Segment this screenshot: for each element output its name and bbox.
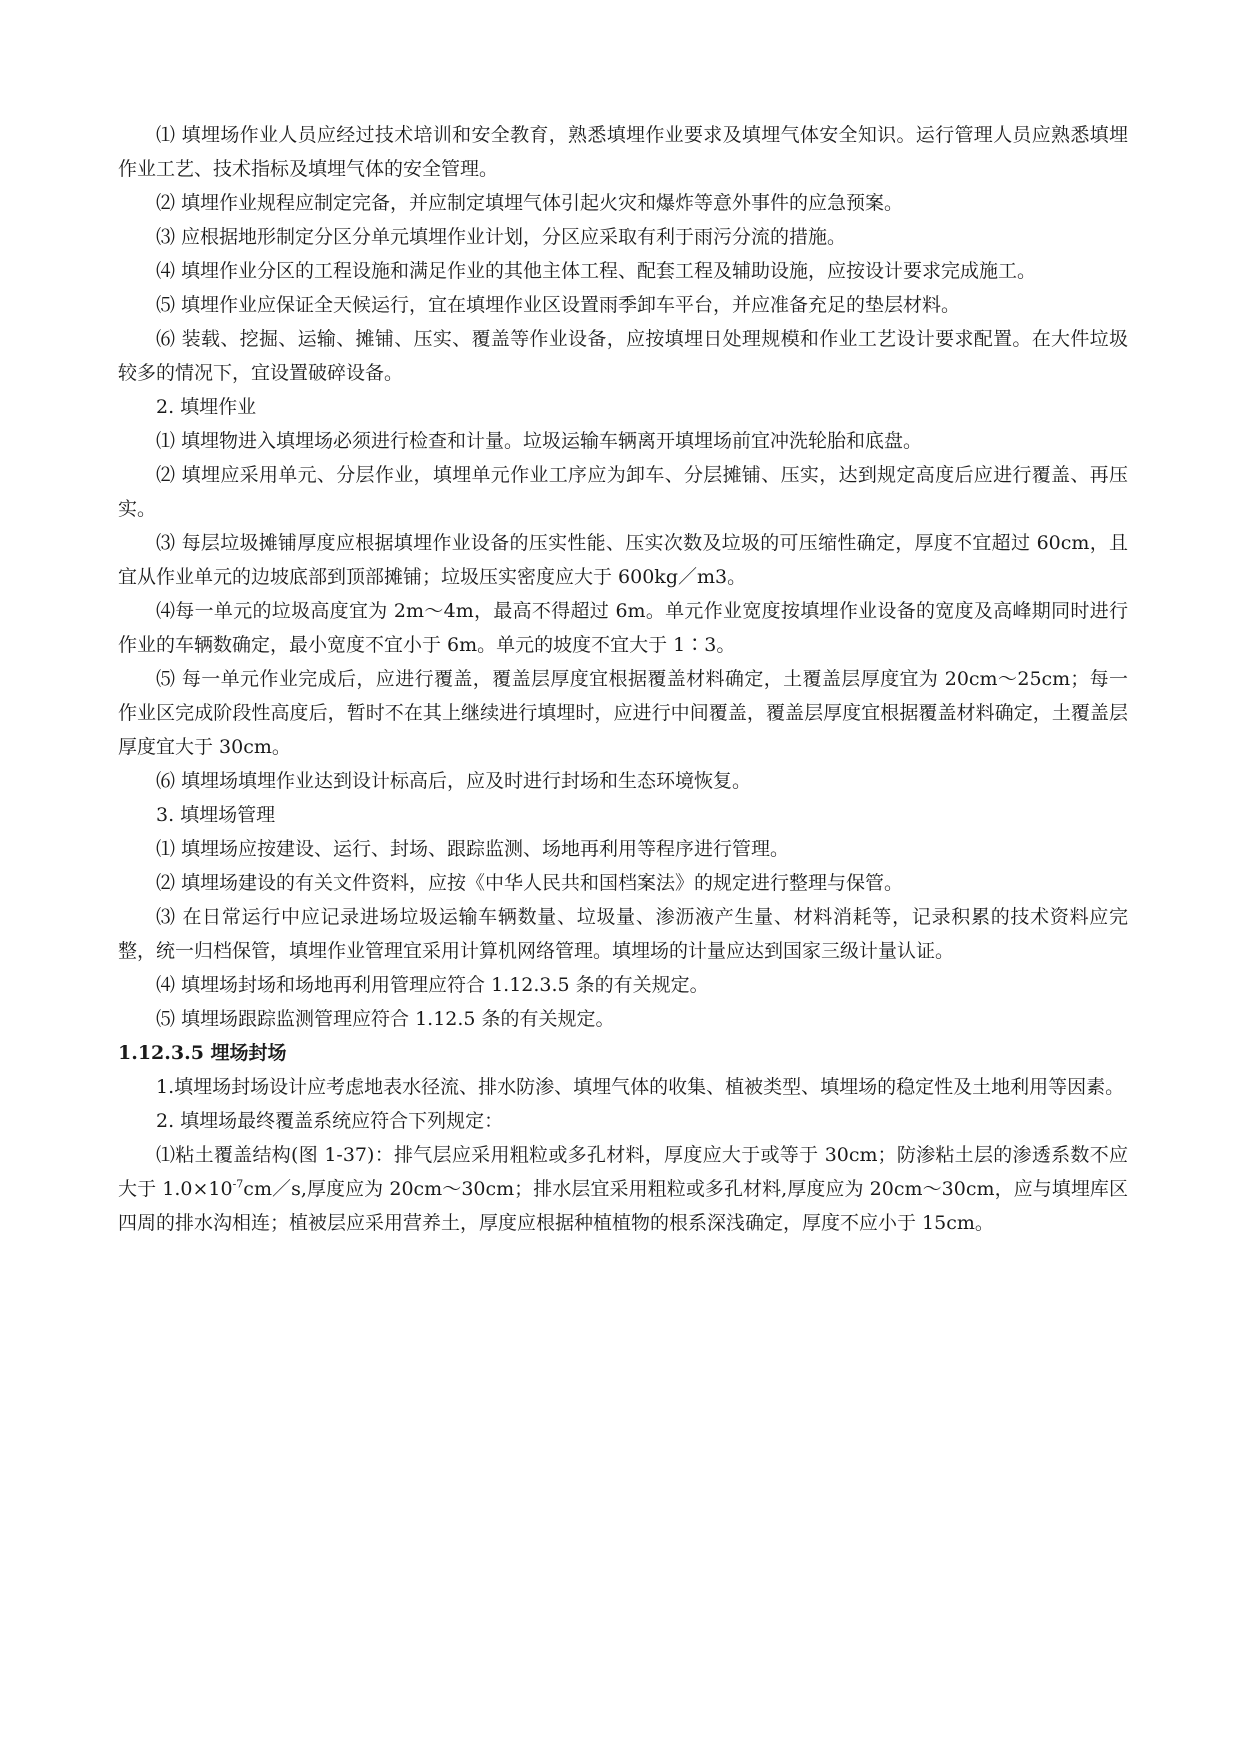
- paragraph: ⑷ 填埋作业分区的工程设施和满足作业的其他主体工程、配套工程及辅助设施，应按设计要求完成施工。: [156, 260, 1037, 282]
- paragraph: ⑴ 填埋场作业人员应经过技术培训和安全教育，熟悉填埋作业要求及填埋气体安全知识。运行管理人员应熟悉填埋作业工艺、技术指标及填埋气体的安全管理。: [118, 124, 1128, 180]
- exponent: -7: [232, 1177, 244, 1191]
- paragraph: ⑴ 填埋物进入填埋场必须进行检查和计量。垃圾运输车辆离开填埋场前宜冲洗轮胎和底盘。: [156, 430, 923, 452]
- paragraph: ⑴ 填埋场应按建设、运行、封场、跟踪监测、场地再利用等程序进行管理。: [156, 838, 790, 860]
- paragraph: 2. 填埋场最终覆盖系统应符合下列规定：: [156, 1110, 504, 1132]
- paragraph: ⑵ 填埋场建设的有关文件资料，应按《中华人民共和国档案法》的规定进行整理与保管。: [156, 872, 904, 894]
- paragraph: ⑹ 装载、挖掘、运输、摊铺、压实、覆盖等作业设备，应按填埋日处理规模和作业工艺设计要求配置。在大件垃圾较多的情况下，宜设置破碎设备。: [118, 328, 1128, 384]
- clay-cover-text-1: ⑴粘土覆盖结构(图 1-37)：排气层应采用粗粒或多孔材料，厚度应大于或等于 30cm；防渗粘土层的渗透系数不应大于 1.0×10: [118, 1144, 1128, 1200]
- section-heading: 1.12.3.5 埋场封场: [118, 1042, 287, 1064]
- paragraph: ⑷ 填埋场封场和场地再利用管理应符合 1.12.3.5 条的有关规定。: [156, 974, 709, 996]
- document-page: [118, 118, 1128, 1240]
- paragraph: ⑶ 在日常运行中应记录进场垃圾运输车辆数量、垃圾量、渗沥液产生量、材料消耗等，记录积累的技术资料应完整，统一归档保管，填埋作业管理宜采用计算机网络管理。填埋场的计量应达到国家三级计量认证。: [118, 906, 1128, 962]
- clay-cover-text-2: cm／s,厚度应为 20cm～30cm；排水层宜采用粗粒或多孔材料,厚度应为 20cm～30cm，应与填埋库区四周的排水沟相连；植被层应采用营养土，厚度应根据种植植物的根系深浅确定，厚度不应小于 15cm。: [118, 1178, 1129, 1234]
- section-title: 2. 填埋作业: [156, 396, 257, 418]
- paragraph-clay-cover: [118, 1138, 1128, 1240]
- paragraph: ⑸ 填埋场跟踪监测管理应符合 1.12.5 条的有关规定。: [156, 1008, 615, 1030]
- paragraph: ⑹ 填埋场填埋作业达到设计标高后，应及时进行封场和生态环境恢复。: [156, 770, 752, 792]
- paragraph: 1.填埋场封场设计应考虑地表水径流、排水防渗、填埋气体的收集、植被类型、填埋场的稳定性及土地利用等因素。: [156, 1076, 1125, 1098]
- section-title: 3. 填埋场管理: [156, 804, 276, 826]
- paragraph: ⑵ 填埋应采用单元、分层作业，填埋单元作业工序应为卸车、分层摊铺、压实，达到规定高度后应进行覆盖、再压实。: [118, 464, 1128, 520]
- paragraph: ⑸ 每一单元作业完成后，应进行覆盖，覆盖层厚度宜根据覆盖材料确定，土覆盖层厚度宜为 20cm～25cm；每一作业区完成阶段性高度后，暂时不在其上继续进行填埋时，应进行中间覆盖，覆盖层厚度宜根据覆盖材料确定，土覆盖层厚度宜大于 30cm。: [118, 668, 1128, 758]
- paragraph: ⑶ 每层垃圾摊铺厚度应根据填埋作业设备的压实性能、压实次数及垃圾的可压缩性确定，厚度不宜超过 60cm，且宜从作业单元的边坡底部到顶部摊铺；垃圾压实密度应大于 600kg／m3。: [118, 532, 1128, 588]
- paragraph: ⑷每一单元的垃圾高度宜为 2m～4m，最高不得超过 6m。单元作业宽度按填埋作业设备的宽度及高峰期同时进行作业的车辆数确定，最小宽度不宜小于 6m。单元的坡度不宜大于 1∶3。: [118, 600, 1128, 656]
- paragraph: ⑵ 填埋作业规程应制定完备，并应制定填埋气体引起火灾和爆炸等意外事件的应急预案。: [156, 192, 904, 214]
- paragraph: ⑸ 填埋作业应保证全天候运行，宜在填埋作业区设置雨季卸车平台，并应准备充足的垫层材料。: [156, 294, 961, 316]
- paragraph: ⑶ 应根据地形制定分区分单元填埋作业计划，分区应采取有利于雨污分流的措施。: [156, 226, 847, 248]
